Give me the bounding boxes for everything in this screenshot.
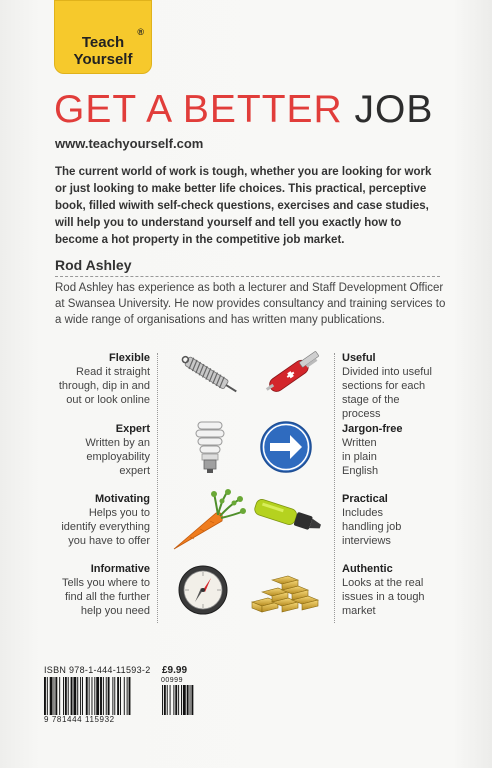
feature-text: Tells you where to find all the further help you need: [61, 577, 150, 617]
spring-icon: [175, 350, 245, 400]
feature-text: Helps you to identify everything you have to offer: [61, 507, 150, 547]
author-divider: [55, 276, 440, 277]
divider-left: [157, 353, 158, 623]
feature-expert: [54, 422, 150, 478]
feature-jargon-free: [342, 422, 438, 478]
arrow-sign-icon: [259, 420, 313, 474]
feature-title: Expert: [115, 423, 150, 435]
feature-title: Practical: [342, 493, 388, 505]
isbn-number: ISBN 978-1-444-11593-2: [44, 665, 151, 675]
feature-text: Looks at the real issues in a tough market: [342, 577, 425, 617]
compass-icon: [177, 564, 229, 616]
feature-authentic: [342, 562, 438, 618]
feature-title: Informative: [90, 563, 150, 575]
light-bulb-icon: [188, 418, 232, 476]
feature-text: Written in plain English: [342, 437, 379, 477]
logo-line-yourself: Yourself: [73, 51, 133, 68]
teach-yourself-logo: [54, 0, 152, 74]
book-title: [54, 88, 433, 132]
divider-right: [334, 353, 335, 623]
website-url[interactable]: www.teachyourself.com: [55, 136, 204, 151]
feature-title: Useful: [342, 352, 376, 364]
title-part-dark: JOB: [354, 88, 434, 131]
registered-mark: ®: [137, 27, 144, 37]
book-blurb: The current world of work is tough, whether you are looking for work or just looking to make better life choices. This practical, perceptive book, filled wiwith self-check questions, exercises and case studies, will help you to understand yourself and tell you exactly how to become a hot property in the competitive job market.: [55, 166, 432, 246]
feature-title: Jargon-free: [342, 423, 403, 435]
author-bio: Rod Ashley has experience as both a lecturer and Staff Development Officer at Swansea University. He now provides consultancy and training services to a wide range of organisations and has written many publications.: [55, 282, 446, 326]
feature-practical: [342, 492, 438, 548]
feature-text: Written by an employability expert: [85, 437, 150, 477]
feature-text: Read it straight through, dip in and out or look online: [58, 366, 150, 406]
feature-title: Flexible: [109, 352, 150, 364]
barcode-addon-digits: 00999: [161, 677, 183, 684]
barcode-digits: 9 781444 115932: [44, 715, 115, 724]
feature-text: Divided into useful sections for each stage of the process: [342, 366, 432, 420]
carrot-icon: [170, 485, 246, 553]
gold-bars-icon: [248, 566, 322, 614]
feature-flexible: [54, 351, 150, 407]
feature-useful: [342, 351, 438, 421]
title-part-red: GET A BETTER: [54, 88, 343, 131]
author-name: Rod Ashley: [55, 257, 132, 273]
feature-title: Motivating: [95, 493, 150, 505]
price-label: £9.99: [162, 665, 188, 676]
feature-motivating: [54, 492, 150, 548]
feature-informative: [54, 562, 150, 618]
highlighter-icon: [250, 496, 326, 536]
feature-title: Authentic: [342, 563, 393, 575]
feature-text: Includes handling job interviews: [342, 507, 402, 547]
logo-line-teach: Teach: [81, 34, 125, 51]
pocket-knife-icon: [260, 346, 326, 400]
